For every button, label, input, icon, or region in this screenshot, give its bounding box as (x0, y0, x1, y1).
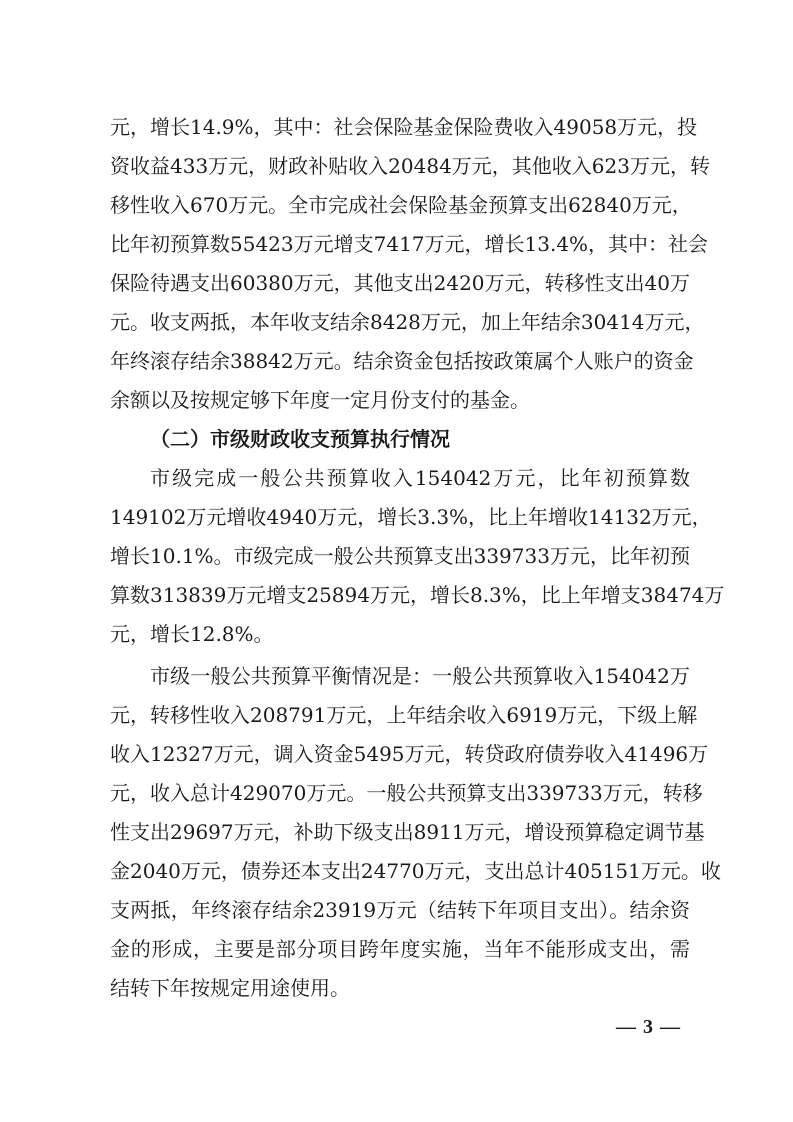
page-number: — 3 — (616, 1016, 681, 1038)
text-line: 支两抵，年终滚存结余23919万元（结转下年项目支出）。结余资 (110, 898, 690, 922)
text-line: 增长10.1%。市级完成一般公共预算支出339733万元，比年初预 (110, 544, 690, 568)
text-line: 149102万元增收4940万元，增长3.3%，比上年增收14132万元， (110, 505, 712, 529)
text-line: 市级完成一般公共预算收入154042万元，比年初预算数 (150, 466, 690, 490)
text-line: 资收益433万元，财政补贴收入20484万元，其他收入623万元，转 (110, 154, 710, 178)
text-line: 年终滚存结余38842万元。结余资金包括按政策属个人账户的资金 (110, 349, 694, 373)
paragraph-social-insurance (110, 108, 710, 420)
section-heading: （二）市级财政收支预算执行情况 (150, 427, 450, 451)
text-line: 结转下年按规定用途使用。 (110, 976, 350, 1000)
text-line: 余额以及按规定够下年度一定月份支付的基金。 (110, 388, 530, 412)
text-line: 市级一般公共预算平衡情况是：一般公共预算收入154042万 (150, 664, 690, 688)
text-line: 元，增长14.9%，其中：社会保险基金保险费收入49058万元，投 (110, 115, 698, 139)
text-line: 元，增长12.8%。 (110, 622, 274, 646)
text-line: 元。收支两抵，本年收支结余8428万元，加上年结余30414万元， (110, 310, 705, 334)
paragraph-budget-balance (110, 657, 721, 1008)
text-line: 元，转移性收入208791万元，上年结余收入6919万元，下级上解 (110, 703, 698, 727)
body-text (110, 108, 725, 1008)
text-line: 元，收入总计429070万元。一般公共预算支出339733万元，转移 (110, 781, 703, 805)
text-line: 算数313839万元增支25894万元，增长8.3%，比上年增支38474万 (110, 583, 725, 607)
text-line: 比年初预算数55423万元增支7417万元，增长13.4%，其中：社会 (110, 232, 709, 256)
paragraph-municipal-budget (110, 459, 725, 654)
text-line: 移性收入670万元。全市完成社会保险基金预算支出62840万元， (110, 193, 692, 217)
text-line: 金的形成，主要是部分项目跨年度实施，当年不能形成支出，需 (110, 937, 690, 961)
text-line: 性支出29697万元，补助下级支出8911万元，增设预算稳定调节基 (110, 820, 705, 844)
text-line: 金2040万元，债券还本支出24770万元，支出总计405151万元。收 (110, 859, 721, 883)
text-line: 保险待遇支出60380万元，其他支出2420万元，转移性支出40万 (110, 271, 690, 295)
text-line: 收入12327万元，调入资金5495万元，转贷政府债券收入41496万 (110, 742, 709, 766)
